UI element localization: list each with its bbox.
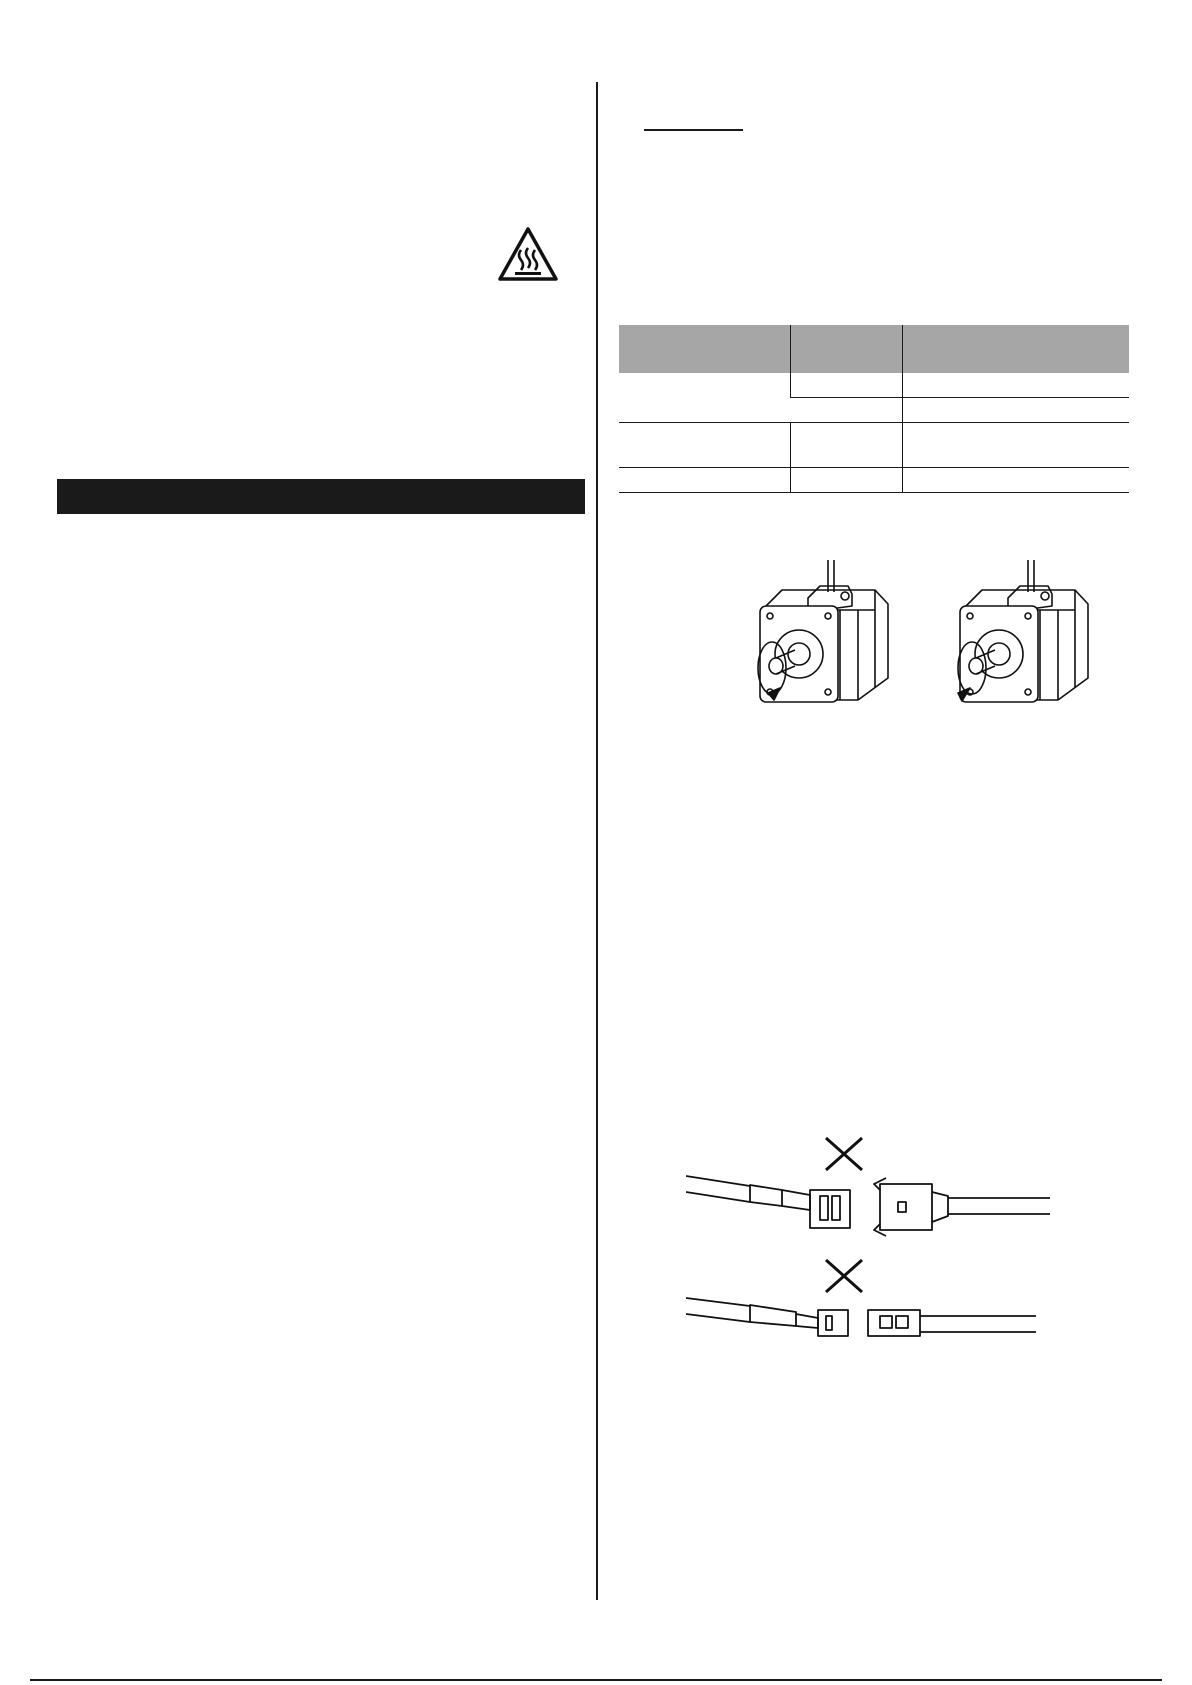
table-cell (902, 373, 1129, 398)
heading-underline (644, 129, 743, 131)
table-cell (619, 373, 790, 423)
table-row (619, 468, 1129, 493)
table-header-row (619, 325, 1129, 373)
table-row (619, 373, 1129, 398)
table-cell (790, 423, 902, 468)
table-row (619, 423, 1129, 468)
table-cell (902, 398, 1129, 423)
table-header-cell (902, 325, 1129, 373)
motor-ccw-rotation-figure (758, 560, 888, 702)
motor-cw-rotation-figure (958, 560, 1088, 702)
table-cell (790, 398, 902, 423)
spec-table (619, 325, 1129, 493)
motor-rotation-figure (700, 560, 1140, 720)
table-cell (902, 468, 1129, 493)
prohibited-x-icon (826, 1138, 862, 1170)
table-cell (790, 373, 902, 398)
footer-rule (30, 1679, 1162, 1681)
prohibited-x-icon (826, 1260, 862, 1292)
table-cell (902, 423, 1129, 468)
table-cell (619, 423, 790, 468)
table-header-cell (619, 325, 790, 373)
table-cell (790, 468, 902, 493)
connector-prohibited-figure (686, 1130, 1050, 1370)
column-divider (596, 82, 598, 1600)
hot-surface-warning-icon (497, 226, 559, 282)
section-heading-bar (57, 479, 585, 514)
table-header-cell (790, 325, 902, 373)
table-cell (619, 468, 790, 493)
